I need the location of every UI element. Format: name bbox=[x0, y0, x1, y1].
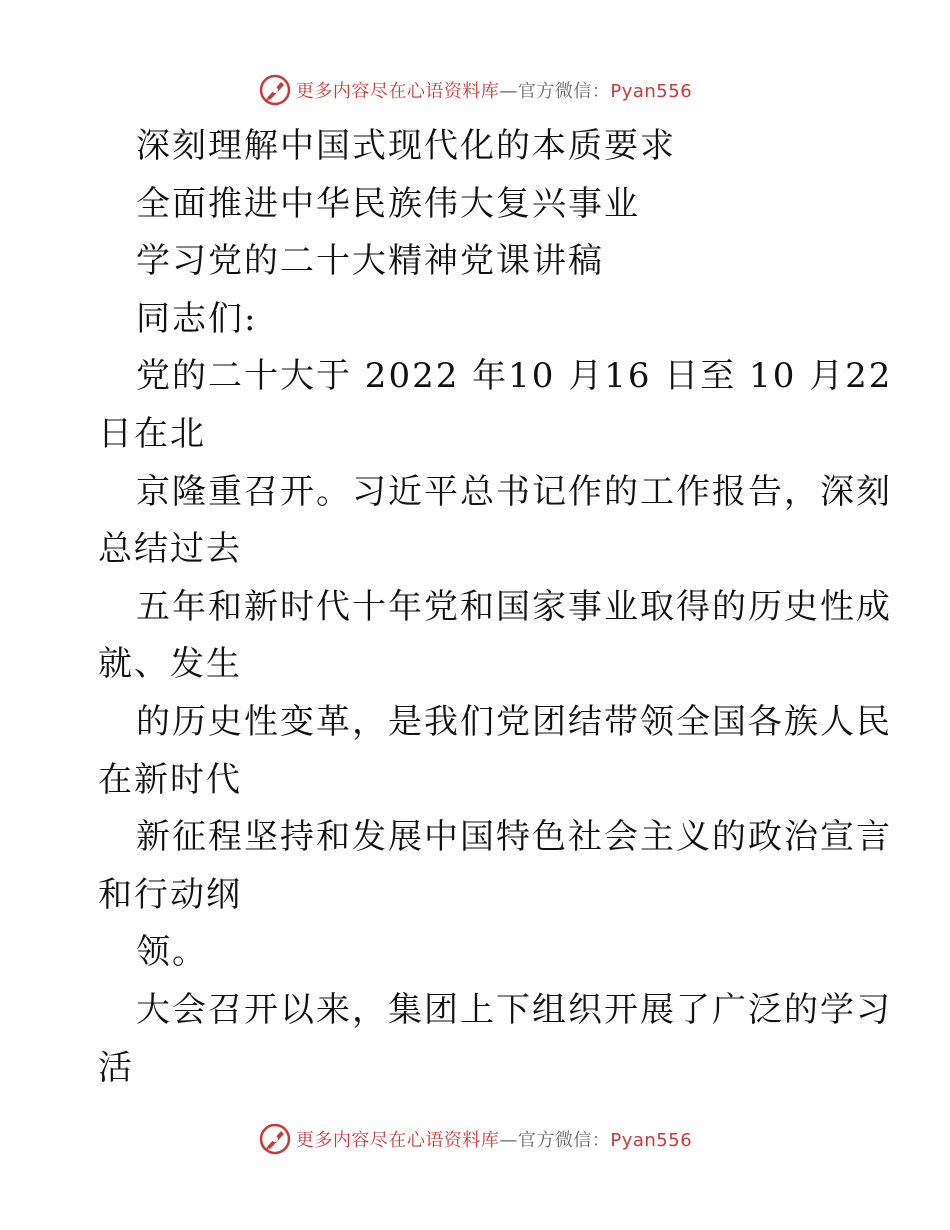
watermark-text: 更多内容尽在心语资料库—官方微信：Pyan556 bbox=[295, 81, 693, 102]
paragraph-line: 的历史性变革，是我们党团结带领全国各族人民 bbox=[136, 701, 892, 742]
quill-pen-logo-icon bbox=[258, 73, 292, 107]
document-subtitle: 学习党的二十大精神党课讲稿 bbox=[136, 241, 604, 282]
paragraph-line: 京隆重召开。习近平总书记作的工作报告，深刻 bbox=[136, 471, 892, 512]
paragraph-line: 日在北 bbox=[98, 413, 206, 454]
quill-pen-logo-icon bbox=[258, 1122, 292, 1156]
paragraph-line: 大会召开以来，集团上下组织开展了广泛的学习 bbox=[136, 989, 892, 1030]
paragraph-line: 党的二十大于 2022 年10 月16 日至 10 月22 bbox=[136, 356, 893, 397]
paragraph-line: 和行动纲 bbox=[98, 874, 242, 915]
document-title-line-1: 深刻理解中国式现代化的本质要求 bbox=[136, 126, 676, 166]
paragraph-line: 总结过去 bbox=[98, 529, 242, 570]
watermark-text: 更多内容尽在心语资料库—官方微信：Pyan556 bbox=[295, 1130, 693, 1151]
salutation: 同志们: bbox=[136, 298, 258, 339]
paragraph-line: 就、发生 bbox=[98, 644, 242, 685]
paragraph-line: 五年和新时代十年党和国家事业取得的历史性成 bbox=[136, 586, 892, 627]
paragraph-line: 新征程坚持和发展中国特色社会主义的政治宣言 bbox=[136, 817, 892, 858]
document-body bbox=[98, 118, 893, 1097]
paragraph-line: 在新时代 bbox=[98, 759, 242, 800]
footer-watermark-banner bbox=[0, 1121, 950, 1157]
paragraph-line: 领。 bbox=[136, 932, 208, 973]
document-title-line-2: 全面推进中华民族伟大复兴事业 bbox=[136, 183, 640, 224]
paragraph-line: 活 bbox=[98, 1047, 134, 1088]
header-watermark-banner bbox=[0, 72, 950, 108]
